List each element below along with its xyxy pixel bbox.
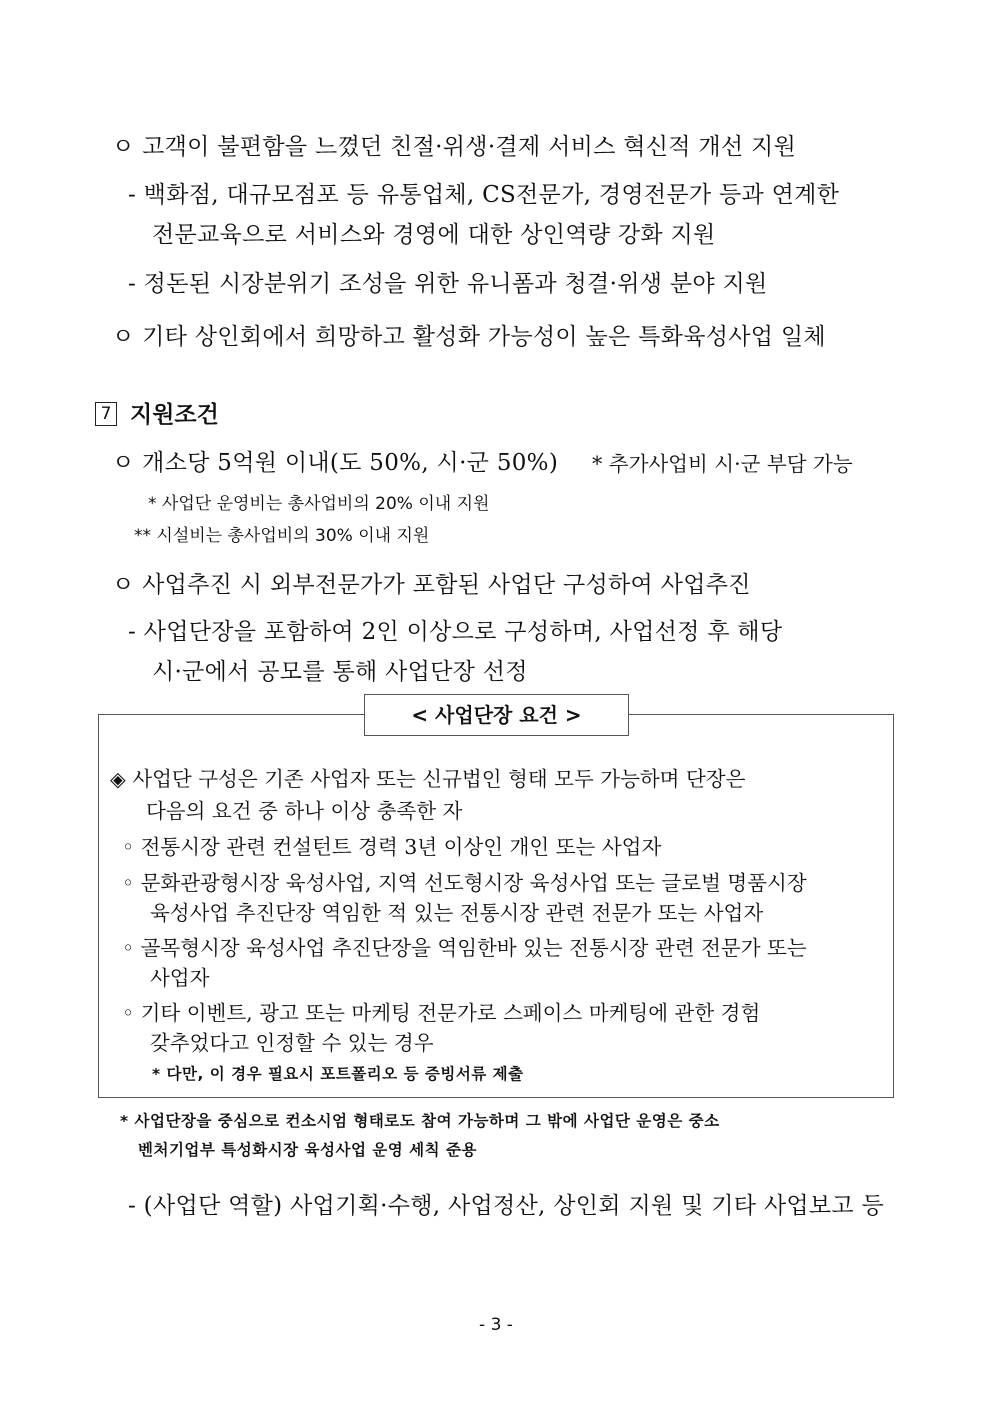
bullet-line-service-improvement: ㅇ 고객이 불편함을 느꼈던 친절·위생·결제 서비스 혁신적 개선 지원 — [112, 134, 797, 160]
note-operating-cost: * 사업단 운영비는 총사업비의 20% 이내 지원 — [148, 494, 490, 514]
requirement-item-alley-market: ◦ 골목형시장 육성사업 추진단장을 역임한바 있는 전통시장 관련 전문가 또는 — [122, 936, 807, 960]
consortium-note-cont: 벤처기업부 특성화시장 육성사업 운영 세칙 준용 — [138, 1141, 477, 1159]
requirement-item-marketing-cont: 갖추었다고 인정할 수 있는 경우 — [150, 1031, 434, 1055]
dash-line-education: - 백화점, 대규모점포 등 유통업체, CS전문가, 경영전문가 등과 연계한 — [128, 182, 840, 208]
requirements-intro-cont: 다음의 요건 중 하나 이상 충족한 자 — [146, 799, 463, 823]
note-facility-cost: ** 시설비는 총사업비의 30% 이내 지원 — [134, 526, 430, 546]
section-number-box: 7 — [95, 402, 117, 426]
bullet-line-budget: ㅇ 개소당 5억원 이내(도 50%, 시·군 50%) — [112, 450, 559, 476]
bullet-line-project-team: ㅇ 사업추진 시 외부전문가가 포함된 사업단 구성하여 사업추진 — [112, 572, 751, 598]
dash-line-education-cont: 전문교육으로 서비스와 경영에 대한 상인역량 강화 지원 — [152, 222, 716, 248]
requirement-item-alley-market-cont: 사업자 — [150, 966, 210, 990]
consortium-note: * 사업단장을 중심으로 컨소시엄 형태로도 참여 가능하며 그 밖에 사업단 운영은 중소 — [120, 1112, 720, 1130]
requirements-intro: ◈ 사업단 구성은 기존 사업자 또는 신규법인 형태 모두 가능하며 단장은 — [110, 767, 746, 791]
requirement-item-culture-market-cont: 육성사업 추진단장 역임한 적 있는 전통시장 관련 전문가 또는 사업자 — [150, 901, 764, 925]
requirement-portfolio-note: * 다만, 이 경우 필요시 포트폴리오 등 증빙서류 제출 — [152, 1065, 524, 1083]
dash-line-uniform: - 정돈된 시장분위기 조성을 위한 유니폼과 청결·위생 분야 지원 — [128, 271, 768, 297]
requirements-box-title: < 사업단장 요건 > — [364, 694, 629, 736]
requirement-item-marketing: ◦ 기타 이벤트, 광고 또는 마케팅 전문가로 스페이스 마케팅에 관한 경험 — [122, 1001, 761, 1025]
requirement-item-consultant: ◦ 전통시장 관련 컨설턴트 경력 3년 이상인 개인 또는 사업자 — [122, 835, 662, 859]
page-number: - 3 - — [479, 1315, 513, 1335]
dash-line-team-role: - (사업단 역할) 사업기획·수행, 사업정산, 상인회 지원 및 기타 사업보고 등 — [128, 1193, 885, 1219]
dash-line-team-composition-cont: 시·군에서 공모를 통해 사업단장 선정 — [152, 659, 528, 685]
requirement-item-culture-market: ◦ 문화관광형시장 육성사업, 지역 선도형시장 육성사업 또는 글로벌 명품시장 — [122, 871, 807, 895]
section-title: 지원조건 — [130, 402, 219, 428]
budget-note: * 추가사업비 시·군 부담 가능 — [592, 452, 853, 476]
bullet-line-other-projects: ㅇ 기타 상인회에서 희망하고 활성화 가능성이 높은 특화육성사업 일체 — [112, 324, 826, 350]
dash-line-team-composition: - 사업단장을 포함하여 2인 이상으로 구성하며, 사업선정 후 해당 — [128, 619, 783, 645]
